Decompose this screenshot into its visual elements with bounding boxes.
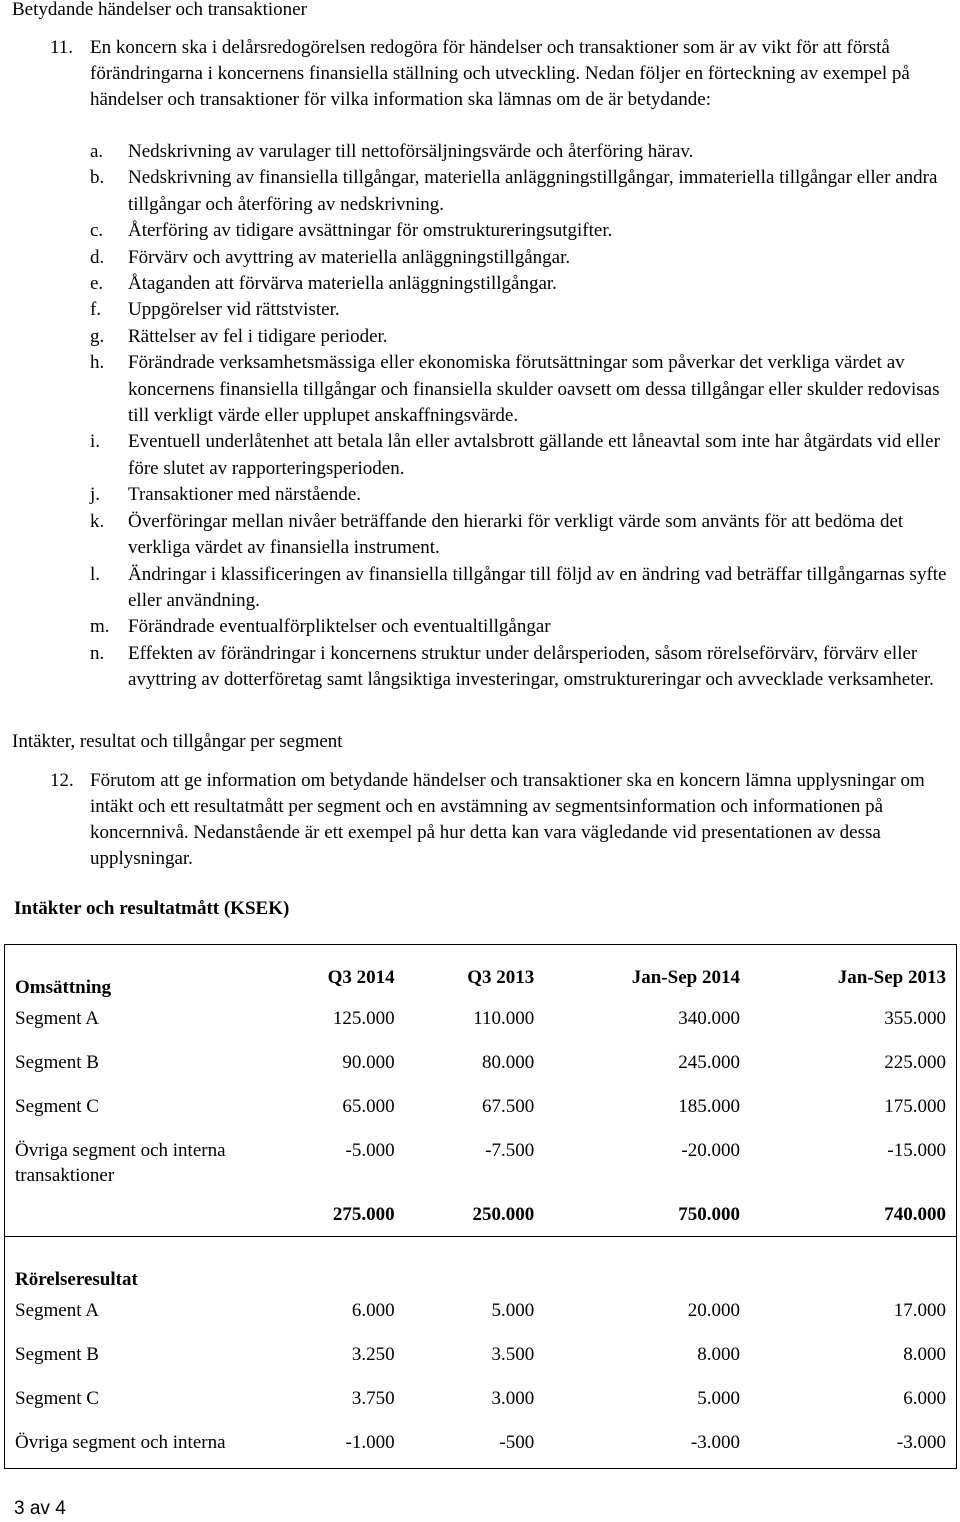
cell: 80.000: [482, 1052, 535, 1073]
cell: -3.000: [896, 1432, 946, 1453]
cell: 340.000: [678, 1008, 740, 1029]
cell: 245.000: [678, 1052, 740, 1073]
list-item-label: e.: [90, 273, 104, 295]
list-item-label: n.: [90, 642, 105, 664]
paragraph-text: Förutom att ge information om betydande händelser och transaktioner ska en koncern lämna upplysningar om intäkt och ett resultatmått per segment och en avstämning av segmentsinformation och informationen på koncernnivå. Nedanstående är ett exempel på hur detta kan vara vägledande vid presentationen av dessa upplysningar.: [90, 770, 925, 869]
row-label: Övriga segment och interna: [15, 1432, 226, 1453]
cell: 20.000: [687, 1300, 740, 1321]
cell: -7.500: [485, 1140, 535, 1161]
row-label: [5, 1188, 266, 1237]
list-item-text: Rättelser av fel i tidigare perioder.: [128, 325, 388, 347]
paragraph-12: [50, 768, 955, 872]
row-label: Segment C: [15, 1096, 99, 1117]
cell: 90.000: [342, 1052, 395, 1073]
table-row: [5, 1088, 957, 1132]
column-header: Q3 2014: [327, 967, 395, 988]
cell: 110.000: [473, 1008, 535, 1029]
list-item-label: a.: [90, 141, 104, 162]
total-cell: 740.000: [750, 1188, 957, 1237]
cell: -20.000: [681, 1140, 740, 1161]
revenue-section-label: Omsättning: [15, 977, 112, 998]
list-item-label: l.: [90, 563, 101, 585]
paragraph-text: En koncern ska i delårsredogörelsen redogöra för händelser och transaktioner som är av vikt för att förstå förändringarna i koncernens finansiella ställning och utveckling. Nedan följer en förteckning av exempel på händelser och transaktioner för vilka information ska lämnas om de är betydande:: [90, 37, 910, 110]
list-item-text: Eventuell underlåtenhet att betala lån eller avtalsbrott gällande ett låneavtal som inte har åtgärdats vid eller före slutet av rapporteringsperioden.: [128, 431, 940, 479]
list-item: [90, 245, 960, 271]
total-row: [5, 1188, 957, 1237]
total-cell: 750.000: [544, 1188, 750, 1237]
list-item-label: k.: [90, 510, 105, 532]
list-item: [90, 297, 960, 323]
row-label: Segment B: [15, 1052, 99, 1073]
row-label: Segment C: [15, 1388, 99, 1409]
cell: 175.000: [884, 1096, 946, 1117]
cell: 225.000: [884, 1052, 946, 1073]
cell: -1.000: [345, 1432, 395, 1453]
table-title: Intäkter och resultatmått (KSEK): [14, 898, 290, 919]
list-item-label: m.: [90, 616, 110, 638]
cell: 3.000: [491, 1388, 535, 1409]
paragraph-11: [50, 35, 955, 113]
section-heading-segments: Intäkter, resultat och tillgångar per segment: [12, 731, 343, 752]
column-header: Jan-Sep 2013: [837, 967, 946, 988]
list-item-label: d.: [90, 246, 105, 268]
list-item: [90, 324, 960, 350]
cell: 5.000: [697, 1388, 740, 1409]
list-item-label: b.: [90, 167, 105, 189]
list-item: [90, 429, 960, 482]
segment-table: [4, 944, 957, 1469]
cell: -500: [499, 1432, 535, 1453]
list-item-text: Återföring av tidigare avsättningar för omstruktureringsutgifter.: [128, 220, 613, 242]
operating-section-label: Rörelseresultat: [15, 1269, 138, 1290]
cell: -3.000: [690, 1432, 740, 1453]
cell: 8.000: [903, 1344, 946, 1365]
list-item-label: j.: [90, 484, 101, 506]
list-item: [90, 139, 960, 165]
row-label: Segment B: [15, 1344, 99, 1365]
cell: 125.000: [332, 1008, 395, 1029]
cell: 6.000: [903, 1388, 946, 1409]
table-row: [5, 1044, 957, 1088]
list-item: [90, 165, 960, 218]
total-cell: 275.000: [265, 1188, 405, 1237]
list-item: [90, 641, 960, 694]
list-item-text: Förvärv och avyttring av materiella anläggningstillgångar.: [128, 246, 571, 268]
list-item: [90, 482, 960, 508]
cell: 3.250: [351, 1344, 395, 1365]
list-item-label: c.: [90, 220, 104, 242]
table-row: [5, 1380, 957, 1424]
list-item: [90, 218, 960, 244]
table-row: [5, 1424, 957, 1469]
list-item-text: Åtaganden att förvärva materiella anläggningstillgångar.: [128, 273, 557, 295]
cell: 67.500: [482, 1096, 535, 1117]
paragraph-number: 11.: [50, 37, 74, 58]
table-row: [5, 1336, 957, 1380]
cell: -15.000: [887, 1140, 946, 1161]
list-item-label: f.: [90, 299, 102, 321]
list-item-text: Transaktioner med närstående.: [128, 484, 362, 506]
list-item: [90, 509, 960, 562]
total-cell: 250.000: [405, 1188, 545, 1237]
table-row: [5, 1000, 957, 1044]
cell: 185.000: [678, 1096, 740, 1117]
cell: 3.500: [491, 1344, 535, 1365]
cell: 3.750: [351, 1388, 395, 1409]
list-item-text: Nedskrivning av varulager till nettoförsäljningsvärde och återföring härav.: [128, 141, 694, 162]
column-header: Jan-Sep 2014: [631, 967, 740, 988]
list-item-text: Överföringar mellan nivåer beträffande den hierarki för verkligt värde som använts för att bedöma det verkliga värdet av finansiella instrument.: [128, 510, 904, 559]
cell: 17.000: [893, 1300, 946, 1321]
list-item-text: Effekten av förändringar i koncernens struktur under delårsperioden, såsom rörelseförvärv, förvärv eller avyttring av dotterföretag samt långsiktiga investeringar, omstruktureringar och avvecklade verksamheter.: [128, 642, 934, 691]
list-item-label: i.: [90, 431, 101, 453]
cell: 8.000: [697, 1344, 740, 1365]
column-header: Q3 2013: [467, 967, 535, 988]
cell: 65.000: [342, 1096, 395, 1117]
list-item-text: Förändrade eventualförpliktelser och eventualtillgångar: [128, 616, 551, 638]
list-item: [90, 350, 960, 429]
row-label: Segment A: [15, 1008, 99, 1029]
table-row: [5, 1292, 957, 1336]
list-item-text: Uppgörelser vid rättstvister.: [128, 299, 340, 321]
list-item-text: Ändringar i klassificeringen av finansiella tillgångar till följd av en ändring vad beträffar tillgångarnas syfte eller användning.: [128, 563, 947, 611]
table-row: [5, 1132, 957, 1188]
list-item-text: Förändrade verksamhetsmässiga eller ekonomiska förutsättningar som påverkar det verkliga värdet av koncernens finansiella tillgångar och finansiella skulder oavsett om dessa tillgångar eller skulder redovisas till verkligt värde eller upplupet anskaffningsvärde.: [128, 352, 940, 427]
page-number: 3 av 4: [14, 1498, 66, 1519]
paragraph-number: 12.: [50, 770, 74, 791]
list-item-label: g.: [90, 325, 105, 347]
list-item: [90, 562, 960, 615]
cell: 6.000: [351, 1300, 395, 1321]
list-item-label: h.: [90, 352, 105, 374]
list-item: [90, 271, 960, 297]
cell: 5.000: [491, 1300, 535, 1321]
list-item-text: Nedskrivning av finansiella tillgångar, materiella anläggningstillgångar, immateriella tillgångar eller andra tillgångar och återföring av nedskrivning.: [128, 167, 938, 215]
cell: 355.000: [884, 1008, 946, 1029]
section-heading-events: Betydande händelser och transaktioner: [12, 0, 307, 20]
list-item: [90, 614, 960, 640]
cell: -5.000: [345, 1140, 395, 1161]
row-label: Segment A: [15, 1300, 99, 1321]
event-list: [90, 139, 960, 694]
row-label: Övriga segment och interna transaktioner: [15, 1140, 226, 1186]
